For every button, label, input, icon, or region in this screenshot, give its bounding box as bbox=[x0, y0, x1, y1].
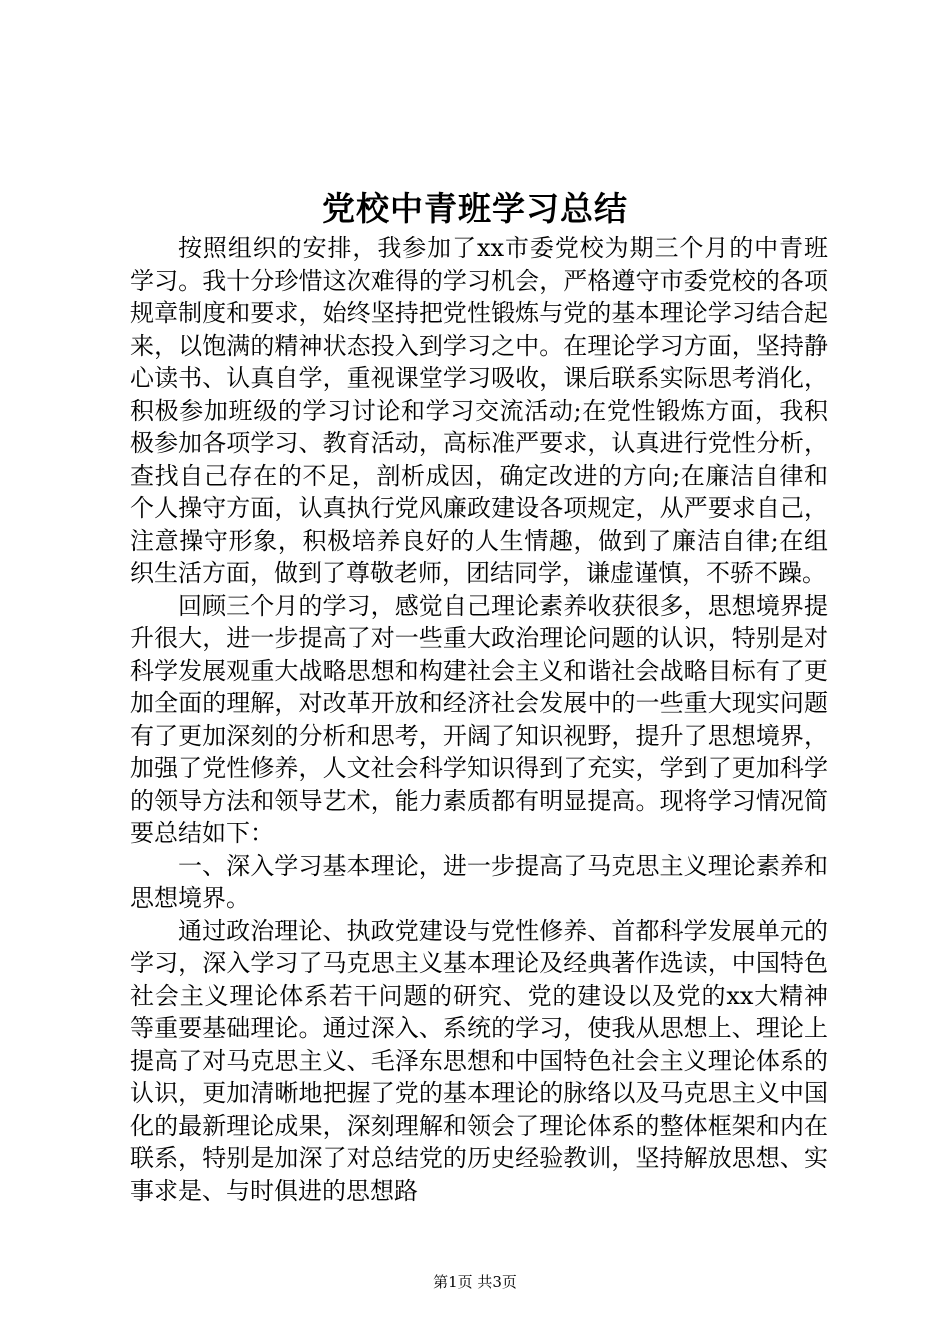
paragraph-4: 通过政治理论、执政党建设与党性修养、首都科学发展单元的学习，深入学习了马克思主义基本理论及经典著作选读，中国特色社会主义理论体系若干问题的研究、党的建设以及党的xx大精神等重要基础理论。通过深入、系统的学习，使我从思想上、理论上提高了对马克思主义、毛泽东思想和中国特色社会主义理论体系的认识，更加清晰地把握了党的基本理论的脉络以及马克思主义中国化的最新理论成果，深刻理解和领会了理论体系的整体框架和内在联系，特别是加深了对总结党的历史经验教训，坚持解放思想、实事求是、与时俱进的思想路 bbox=[130, 916, 828, 1205]
paragraph-1: 按照组织的安排，我参加了xx市委党校为期三个月的中青班学习。我十分珍惜这次难得的学习机会，严格遵守市委党校的各项规章制度和要求，始终坚持把党性锻炼与党的基本理论学习结合起来，以饱满的精神状态投入到学习之中。在理论学习方面，坚持静心读书、认真自学，重视课堂学习吸收，课后联系实际思考消化，积极参加班级的学习讨论和学习交流活动;在党性锻炼方面，我积极参加各项学习、教育活动，高标准严要求，认真进行党性分析，查找自己存在的不足，剖析成因，确定改进的方向;在廉洁自律和个人操守方面，认真执行党风廉政建设各项规定，从严要求自己，注意操守形象，积极培养良好的人生情趣，做到了廉洁自律;在组织生活方面，做到了尊敬老师，团结同学，谦虚谨慎，不骄不躁。 bbox=[130, 234, 828, 587]
page-footer: 第1页 共3页 bbox=[433, 1273, 517, 1291]
document-title: 党校中青班学习总结 bbox=[322, 189, 628, 228]
paragraph-3: 一、深入学习基本理论，进一步提高了马克思主义理论素养和思想境界。 bbox=[130, 851, 828, 912]
paragraph-2: 回顾三个月的学习，感觉自己理论素养收获很多，思想境界提升很大，进一步提高了对一些重大政治理论问题的认识，特别是对科学发展观重大战略思想和构建社会主义和谐社会战略目标有了更加全面的理解，对改革开放和经济社会发展中的一些重大现实问题有了更加深刻的分析和思考，开阔了知识视野，提升了思想境界，加强了党性修养，人文社会科学知识得到了充实，学到了更加科学的领导方法和领导艺术，能力素质都有明显提高。现将学习情况简要总结如下： bbox=[130, 591, 828, 847]
document-body bbox=[130, 232, 828, 1207]
